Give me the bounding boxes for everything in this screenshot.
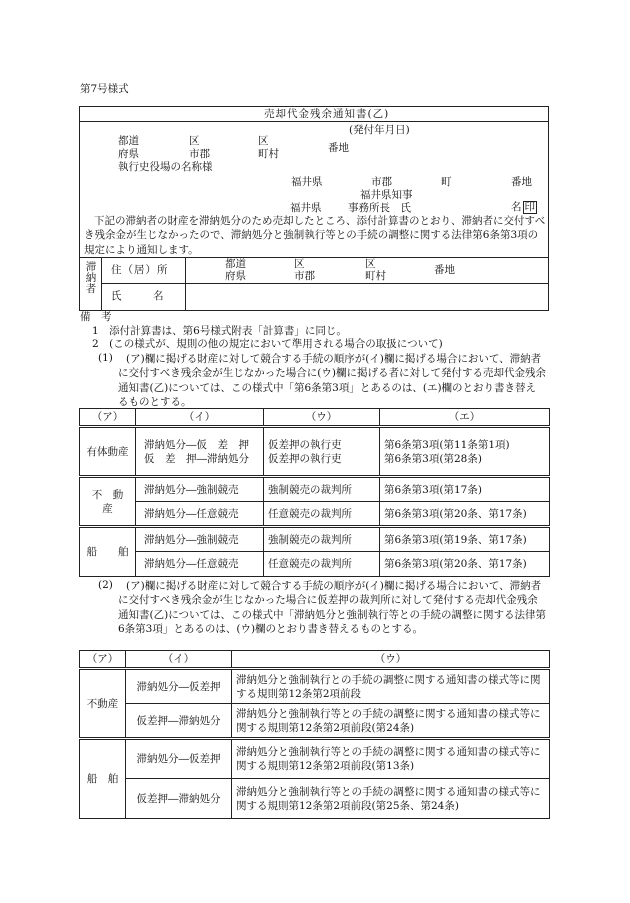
addressee-name: 執行史役場の名称様 (118, 161, 213, 173)
table1-cell: 仮差押の執行吏 (268, 452, 342, 465)
table1-property-movable: 有体動産 (80, 427, 136, 477)
table1-cell: 滞納処分―任意競売 (136, 552, 264, 577)
sender-pref: 福井県 (291, 176, 323, 188)
table-row (80, 552, 550, 577)
table2-header-u: （ウ） (232, 651, 550, 669)
delinquent-pref-bottom: 府県 (225, 270, 246, 282)
table1-cell: 第6条第3項(第20条、第17条) (380, 502, 550, 527)
table-row (80, 779, 550, 819)
table1-cell: 滞納処分―強制競売 (136, 527, 264, 552)
delinquent-town-bottom: 町村 (365, 270, 386, 282)
addressee-city-bottom: 市郡 (189, 148, 210, 160)
table2-cell: 仮差押―滞納処分 (126, 779, 232, 819)
table2-property-realestate: 不動産 (80, 669, 126, 739)
table2-property-ship: 船 舶 (80, 739, 126, 819)
addressee-pref-bottom: 府県 (118, 148, 139, 160)
table-row (80, 477, 550, 502)
table1-header-u: （ウ） (264, 409, 380, 427)
table1-cell: 任意競売の裁判所 (264, 552, 380, 577)
addressee-pref-top: 都道 (118, 135, 139, 147)
table1-property-ship: 船 舶 (80, 527, 136, 577)
sender-town: 町 (441, 176, 452, 188)
replacement-table-2 (79, 650, 550, 819)
table1-cell: 任意競売の裁判所 (264, 502, 380, 527)
sender-governor: 福井県知事 (360, 189, 413, 201)
table2-cell: 滞納処分と強制執行等との手続の調整に関する通知書の様式等に関する規則第12条第2項前段(第25条、第24条) (232, 779, 550, 819)
notice-body: 下記の滞納者の財産を滞納処分のため売却したところ、添付計算書のとおり、滞納者に交付すべき残余金が生じなかったので、滞納処分と強制執行等との手続の調整に関する法律第6条第3項の規定により通知します。 (84, 215, 546, 256)
table1-cell: 仮 差 押―滞納処分 (144, 452, 249, 465)
sender-city: 市郡 (371, 176, 392, 188)
table2-cell: 滞納処分―仮差押 (126, 669, 232, 704)
sub-note-2-text: (ア)欄に掲げる財産に対して競合する手続の順序が(イ)欄に掲げる場合において、滞納者に交付すべき残余金が生じなかった場合に仮差押の裁判所に対して発付する売却代金残余通知書(乙)については、この様式中「滞納処分と強制執行等との手続の調整に関する法律第6条第3項」とあるのは、(ウ)欄のとおり書き替えるものとする。 (118, 580, 546, 636)
addressee-city-top: 区 (189, 135, 200, 147)
addressee-town-bottom: 町村 (258, 148, 279, 160)
table2-cell: 滞納処分―仮差押 (126, 739, 232, 779)
delinquent-heading-divider (101, 257, 102, 311)
delinquent-row-divider (101, 283, 549, 284)
sub-note-2-number: (2) (98, 579, 113, 591)
table1-cell: 仮差押の執行吏 (268, 438, 342, 451)
table1-cell: 第6条第3項(第20条、第17条) (380, 552, 550, 577)
delinquent-city-top: 区 (294, 258, 305, 270)
table2-cell: 滞納処分と強制執行等との手続の調整に関する通知書の様式等に関する規則第12条第2項前段(第13条) (232, 739, 550, 779)
table2-cell: 滞納処分と強制執行との手続の調整に関する通知書の様式等に関する規則第12条第2項前段 (232, 669, 550, 704)
table1-cell: 第6条第3項(第17条) (380, 477, 550, 502)
delinquent-divider (79, 257, 549, 258)
notes-heading: 備 考 (80, 311, 112, 323)
delinquent-city-bottom: 市郡 (294, 270, 315, 282)
table1-cell: 第6条第3項(第28条) (384, 452, 482, 465)
note-2: 2 (この様式が、規則の他の規定において準用される場合の取扱について) (92, 338, 443, 350)
sub-note-1-text: (ア)欄に掲げる財産に対して競合する手続の順序が(イ)欄に掲げる場合において、滞納者に交付すべき残余金が生じなかった場合に(ウ)欄に掲げる者に対して発付する売却代金残余通知書(乙)については、この様式中「第6条第3項」とあるのは、(エ)欄のとおり書き替えるものとする。 (118, 353, 546, 409)
sender-name: 名 (511, 201, 522, 213)
table2-header-i: （イ） (126, 651, 232, 669)
table1-cell: 滞納処分―任意競売 (136, 502, 264, 527)
table-row (80, 502, 550, 527)
table1-header-e: （エ） (380, 409, 550, 427)
name-label: 氏 名 (111, 290, 164, 302)
table2-cell: 滞納処分と強制執行等との手続の調整に関する通知書の様式等に関する規則第12条第2項前段(第24条) (232, 704, 550, 739)
table2-header-a: （ア） (80, 651, 126, 669)
table-row (80, 527, 550, 552)
issue-date: (発付年月日) (349, 124, 410, 136)
table-row (80, 427, 550, 477)
addressee-town-top: 区 (258, 135, 269, 147)
table1-cell: 強制競売の裁判所 (264, 477, 380, 502)
table1-cell: 強制競売の裁判所 (264, 527, 380, 552)
table-row (80, 704, 550, 739)
sub-note-1-number: (1) (98, 352, 113, 364)
form-number: 第7号様式 (80, 83, 129, 95)
sender-office: 事務所長 氏 (348, 202, 411, 214)
address-label: 住（居）所 (111, 264, 169, 276)
sender-name-line (511, 201, 537, 214)
table-row (80, 669, 550, 704)
table-row (80, 739, 550, 779)
title-divider (79, 121, 549, 122)
delinquent-label-divider (185, 257, 186, 311)
delinquent-town-top: 区 (365, 258, 376, 270)
table1-header-i: （イ） (136, 409, 264, 427)
table1-cell: 第6条第3項(第11条第1項) (384, 438, 510, 451)
table1-property-realestate: 不 動 産 (80, 477, 136, 527)
delinquent-pref-top: 都道 (225, 258, 246, 270)
addressee-banchi: 番地 (328, 142, 349, 154)
sender-banchi: 番地 (511, 176, 532, 188)
table1-cell: 滞納処分―強制競売 (136, 477, 264, 502)
table1-cell: 滞納処分―仮 差 押 (144, 438, 249, 451)
notice-title: 売却代金残余通知書(乙) (264, 108, 390, 120)
seal-mark: 印 (524, 201, 535, 213)
note-1: 1 添付計算書は、第6号様式附表「計算書」に同じ。 (92, 325, 347, 337)
table1-cell: 第6条第3項(第19条、第17条) (380, 527, 550, 552)
delinquent-banchi: 番地 (434, 264, 455, 276)
sender-pref-2: 福井県 (290, 202, 322, 214)
table2-cell: 仮差押―滞納処分 (126, 704, 232, 739)
table1-header-a: （ア） (80, 409, 136, 427)
replacement-table-1 (79, 408, 550, 577)
delinquent-heading: 滞納者 (85, 261, 97, 296)
